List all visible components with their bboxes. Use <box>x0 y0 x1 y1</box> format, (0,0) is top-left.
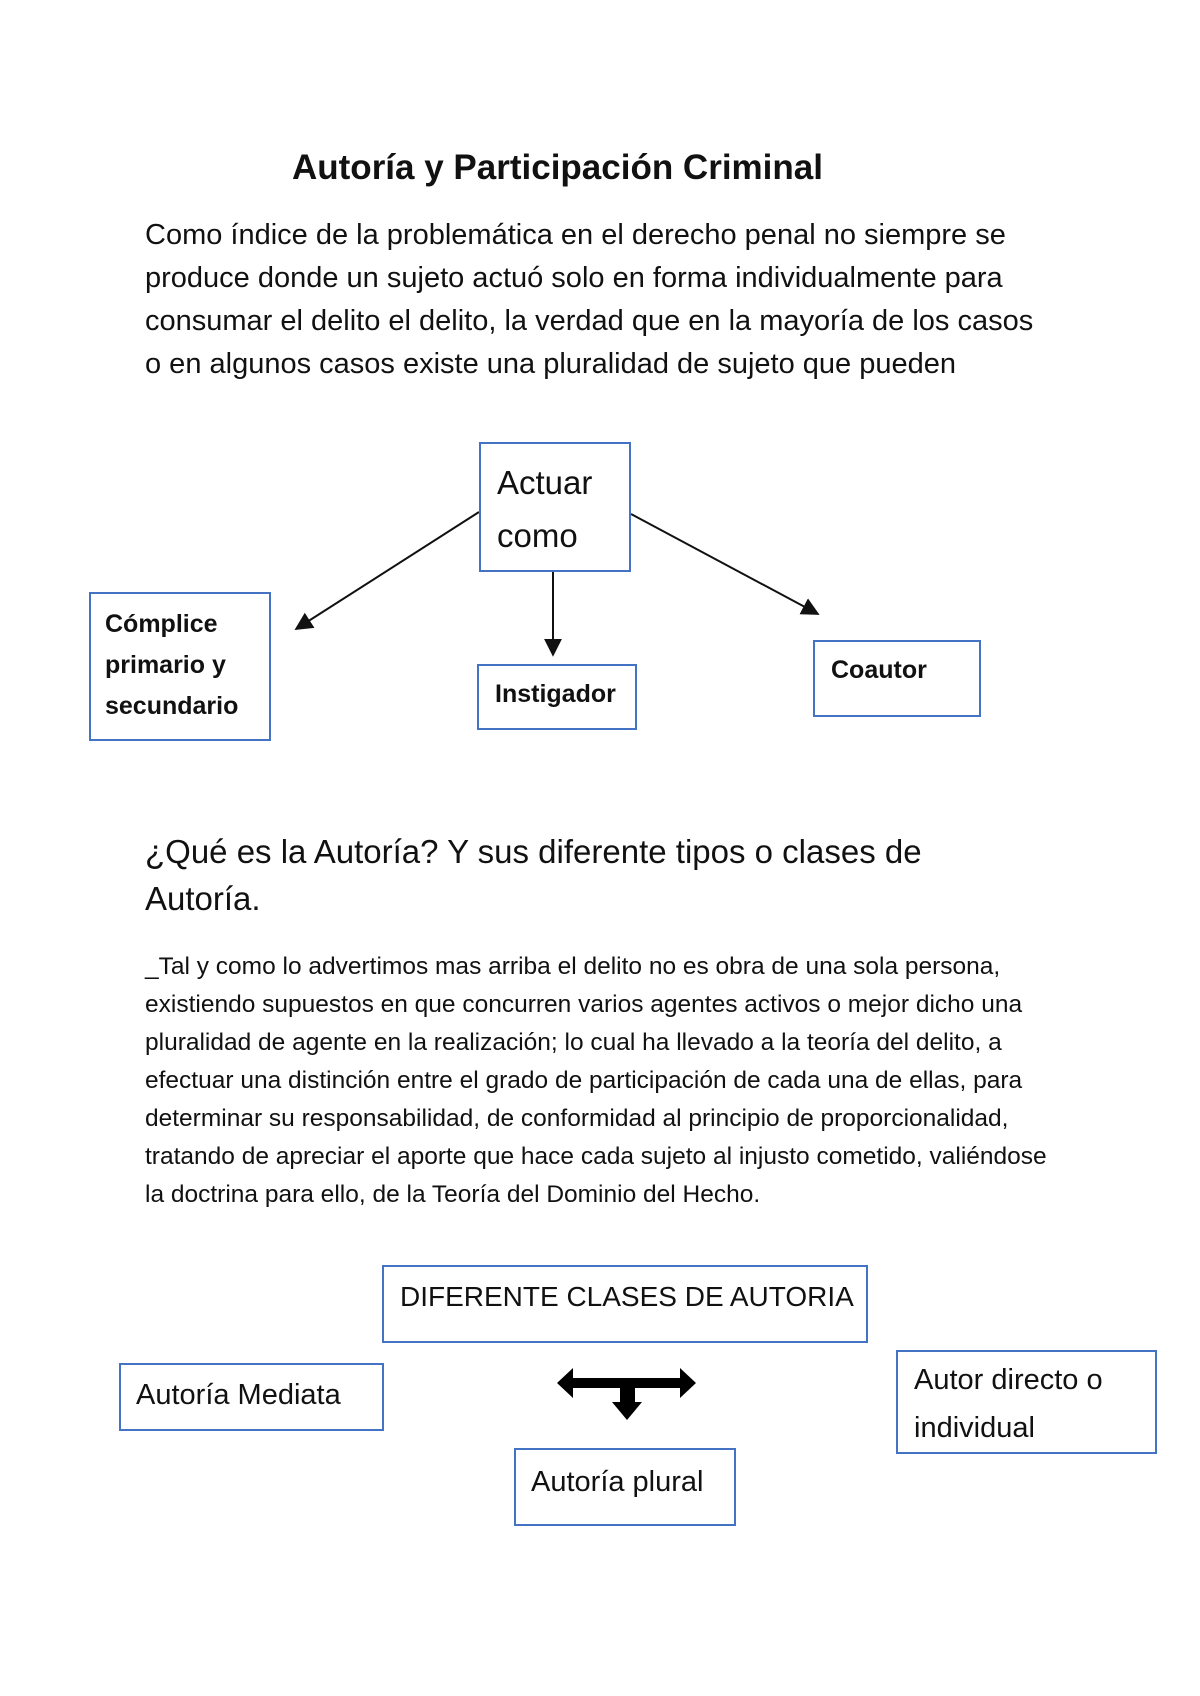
clases-autoria-label: DIFERENTE CLASES DE AUTORIA <box>400 1281 854 1312</box>
actuar-line-1: Actuar <box>497 464 593 501</box>
coautor-box <box>813 640 981 717</box>
complice-line-3: secundario <box>105 692 239 720</box>
arrow-to-coautor <box>631 514 818 614</box>
actuar-line-2: como <box>497 517 578 554</box>
autoria-plural-box <box>514 1448 736 1526</box>
autoria-mediata-box <box>119 1363 384 1431</box>
arrow-to-complice <box>296 512 479 629</box>
autoria-mediata-label: Autoría Mediata <box>136 1379 341 1411</box>
actuar-como-box <box>479 442 631 572</box>
clases-autoria-box <box>382 1265 868 1343</box>
three-way-arrow-icon <box>557 1368 696 1420</box>
body-paragraph: _Tal y como lo advertimos mas arriba el delito no es obra de una sola persona, existiendo supuestos en que concurren varios agentes activos o mejor dicho una pluralidad de agente en la realización; lo cual ha llevado a la teoría del delito, a efectuar una distinción entre el grado de participación de cada una de ellas, para determinar su responsabilidad, de conformidad al principio de proporcionalidad, tratando de apreciar el aporte que hace cada sujeto al injusto cometido, valiéndose la doctrina para ello, de la Teoría del Dominio del Hecho. <box>145 953 1047 1208</box>
autoria-plural-label: Autoría plural <box>531 1466 704 1498</box>
complice-box <box>89 592 271 741</box>
coautor-label: Coautor <box>831 656 927 684</box>
autor-directo-line-2: individual <box>914 1412 1035 1444</box>
instigador-box <box>477 664 637 730</box>
autor-directo-line-1: Autor directo o <box>914 1364 1103 1396</box>
complice-line-2: primario y <box>105 651 226 679</box>
page-title: Autoría y Participación Criminal <box>292 148 823 187</box>
complice-line-1: Cómplice <box>105 610 218 638</box>
intro-paragraph: Como índice de la problemática en el derecho penal no siempre se produce donde un sujeto actuó solo en forma individualmente para consumar el delito el delito, la verdad que en la mayoría de los casos o en algunos casos existe una pluralidad de sujeto que pueden <box>145 219 1034 380</box>
instigador-label: Instigador <box>495 680 616 708</box>
autor-directo-box <box>896 1350 1157 1454</box>
section-question: ¿Qué es la Autoría? Y sus diferente tipos o clases de Autoría. <box>145 833 922 917</box>
